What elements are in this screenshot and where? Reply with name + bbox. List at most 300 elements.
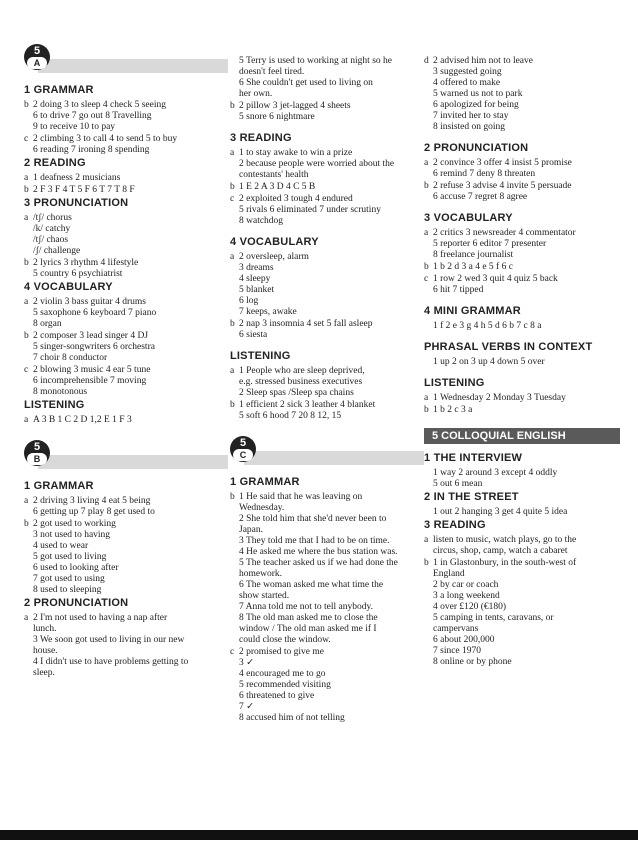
exercise-lines	[239, 194, 418, 227]
answer-line: 3 dreams	[239, 263, 274, 273]
answer-line: 2 nap 3 insomnia 4 set 5 fall asleep	[239, 319, 373, 329]
answer-line: 8 online or by phone	[433, 657, 512, 667]
exercise-letter: b	[24, 331, 29, 341]
answer-line: 3 suggested going	[433, 67, 502, 77]
exercise-lines	[433, 158, 614, 180]
answer-line: 7 Anna told me not to tell anybody.	[239, 602, 373, 612]
unit-badge-5a	[24, 42, 222, 74]
exercise-letter: a	[230, 366, 235, 376]
section	[24, 480, 222, 596]
exercise	[424, 56, 614, 133]
sections-5a-continued	[230, 132, 418, 422]
badge-number: 5	[239, 437, 247, 449]
exercise-lines	[33, 519, 222, 596]
section	[424, 452, 614, 490]
section	[230, 350, 418, 422]
exercise-letter: a	[24, 496, 29, 506]
colloquial-english-header: 5 COLLOQUIAL ENGLISH	[424, 428, 620, 444]
answer-line: /k/ catchy	[33, 224, 71, 234]
exercise	[24, 134, 222, 156]
answer-line: 7 ✓	[239, 702, 255, 712]
answer-line: 2 violin 3 bass guitar 4 drums	[33, 297, 146, 307]
answer-line: contestants' health	[239, 170, 309, 180]
section	[24, 197, 222, 280]
exercise	[424, 181, 614, 203]
unit-badge-5b	[24, 438, 222, 470]
exercise-lines	[33, 415, 222, 426]
answer-line: 3 ✓	[239, 658, 255, 668]
section-heading: 4 VOCABULARY	[230, 236, 319, 248]
answer-line: 5 blanket	[239, 285, 275, 295]
exercise	[230, 400, 418, 422]
answer-line: 6 apologized for being	[433, 100, 519, 110]
section-heading: LISTENING	[230, 350, 291, 362]
answer-line: 1 out 2 hanging 3 get 4 quite 5 idea	[433, 507, 568, 517]
badge-letter: C	[233, 449, 253, 461]
exercise-lines	[33, 613, 222, 679]
badge-letter: B	[27, 453, 47, 465]
exercise-letter: a	[24, 213, 29, 223]
answer-line: England	[433, 569, 465, 579]
answer-line: 2 doing 3 to sleep 4 check 5 seeing	[33, 100, 166, 110]
answer-line: 6 reading 7 ironing 8 spending	[33, 145, 150, 155]
exercise-letter	[424, 468, 433, 490]
answer-line: 1 Wednesday 2 Monday 3 Tuesday	[433, 393, 566, 403]
answer-line: doesn't feel tired.	[239, 67, 305, 77]
exercise-letter: a	[424, 158, 429, 168]
exercise-letter	[230, 56, 239, 100]
answer-line: 2 because people were worried about the	[239, 159, 395, 169]
answer-line: 2 refuse 3 advise 4 invite 5 persuade	[433, 181, 572, 191]
exercise	[424, 535, 614, 557]
exercise-lines	[239, 182, 418, 193]
section-heading: 4 VOCABULARY	[24, 281, 113, 293]
unit-badge-5c	[230, 434, 418, 466]
answer-line: 6 hit 7 tipped	[433, 285, 484, 295]
answer-line: 2 got used to working	[33, 519, 116, 529]
exercise-lines	[433, 558, 614, 668]
column-left	[24, 42, 222, 680]
exercise	[230, 101, 418, 123]
exercise-letter: b	[230, 492, 235, 502]
answer-line: 8 used to sleeping	[33, 585, 102, 595]
answer-line: 2 advised him not to leave	[433, 56, 533, 66]
exercise-letter: c	[424, 274, 429, 284]
answer-line: 5 out 6 mean	[433, 479, 483, 489]
exercise-letter: b	[24, 185, 29, 195]
answer-line: 6 about 200,000	[433, 635, 495, 645]
answer-line: 2 composer 3 lead singer 4 DJ	[33, 331, 149, 341]
exercise-lines	[239, 101, 418, 123]
answer-line: window / The old man asked me if I	[239, 624, 377, 634]
answer-line: 2 blowing 3 music 4 ear 5 tune	[33, 365, 151, 375]
exercise-lines	[239, 252, 418, 318]
answer-line: 1 efficient 2 sick 3 leather 4 blanket	[239, 400, 376, 410]
exercise-lines	[33, 213, 222, 257]
exercise	[424, 357, 614, 368]
exercise	[230, 194, 418, 227]
answer-line: 6 incomprehensible 7 moving	[33, 376, 147, 386]
answer-line: 4 encouraged me to go	[239, 669, 326, 679]
section-heading: 4 MINI GRAMMAR	[424, 305, 521, 317]
section	[424, 519, 614, 668]
exercise-letter: d	[424, 56, 429, 66]
exercise-letter: b	[424, 405, 429, 415]
answer-line: 1 People who are sleep deprived,	[239, 366, 365, 376]
exercise-lines	[433, 468, 614, 490]
answer-line: 6 siesta	[239, 330, 268, 340]
answer-line: 4 used to wear	[33, 541, 89, 551]
exercise-lines	[433, 535, 614, 557]
answer-line: 1 b 2 c 3 a	[433, 405, 473, 415]
sections-5b	[24, 480, 222, 679]
exercise-letter: c	[230, 647, 235, 657]
exercise-letter: b	[24, 519, 29, 529]
badge-bar	[244, 451, 424, 465]
section	[230, 132, 418, 227]
section	[24, 399, 222, 426]
section	[424, 305, 614, 332]
answer-line: 7 since 1970	[433, 646, 482, 656]
exercise-lines	[33, 297, 222, 330]
exercise	[424, 274, 614, 296]
answer-line: 2 critics 3 newsreader 4 commentator	[433, 228, 576, 238]
exercise-lines	[239, 148, 418, 181]
exercise-letter: b	[230, 319, 235, 329]
answer-line: 1 E 2 A 3 D 4 C 5 B	[239, 182, 316, 192]
exercise-letter: a	[24, 173, 29, 183]
answer-line: 8 organ	[33, 319, 62, 329]
exercise	[24, 519, 222, 596]
answer-line: 1 f 2 e 3 g 4 h 5 d 6 b 7 c 8 a	[433, 321, 542, 331]
answer-line: 1 row 2 wed 3 quit 4 quiz 5 back	[433, 274, 558, 284]
section-heading: LISTENING	[24, 399, 85, 411]
answer-line: 6 used to looking after	[33, 563, 119, 573]
answer-line: 1 b 2 d 3 a 4 e 5 f 6 c	[433, 262, 513, 272]
exercise-letter: b	[24, 100, 29, 110]
answer-line: 5 got used to living	[33, 552, 107, 562]
answer-line: Japan.	[239, 525, 264, 535]
answer-line: 2 pillow 3 jet-lagged 4 sheets	[239, 101, 351, 111]
exercise-letter: a	[24, 415, 29, 425]
section	[24, 84, 222, 156]
answer-line: 1 in Glastonbury, in the south-west of	[433, 558, 577, 568]
answer-line: 2 climbing 3 to call 4 to send 5 to buy	[33, 134, 178, 144]
exercise	[230, 492, 418, 646]
exercise-lines	[239, 56, 418, 100]
section	[424, 341, 614, 368]
answer-line: 5 recommended visiting	[239, 680, 331, 690]
badge-number: 5	[33, 441, 41, 453]
exercise	[230, 252, 418, 318]
exercise	[424, 468, 614, 490]
answer-line: /tʃ/ chorus	[33, 213, 72, 223]
answer-line: 8 watchdog	[239, 216, 284, 226]
answer-line: /tʃ/ chaos	[33, 235, 69, 245]
section-heading: 3 PRONUNCIATION	[24, 197, 129, 209]
answer-line: campervans	[433, 624, 479, 634]
exercise-letter: c	[230, 194, 235, 204]
answer-line: 6 getting up 7 play 8 get used to	[33, 507, 155, 517]
answer-line: 7 keeps, awake	[239, 307, 297, 317]
section-heading: 3 READING	[424, 519, 486, 531]
answer-line: 5 reporter 6 editor 7 presenter	[433, 239, 547, 249]
exercise-lines	[433, 274, 614, 296]
answer-line: 7 invited her to stay	[433, 111, 509, 121]
exercise	[24, 496, 222, 518]
exercise-lines	[33, 134, 222, 156]
continued-exercise	[230, 56, 418, 100]
section-heading: PHRASAL VERBS IN CONTEXT	[424, 341, 593, 353]
answer-line: 2 F 3 F 4 T 5 F 6 T 7 T 8 F	[33, 185, 135, 195]
sections-5a	[24, 84, 222, 426]
exercise-lines	[433, 56, 614, 133]
exercise-letter: a	[230, 148, 235, 158]
exercise	[424, 558, 614, 668]
answer-line: 7 choir 8 conductor	[33, 353, 108, 363]
exercise	[24, 100, 222, 133]
answer-line: homework.	[239, 569, 283, 579]
exercise	[24, 415, 222, 426]
sections-colloquial	[424, 452, 614, 668]
exercise	[24, 365, 222, 398]
exercise-lines	[33, 331, 222, 364]
exercise-letter: a	[24, 297, 29, 307]
exercise-letter: b	[230, 400, 235, 410]
exercise	[230, 366, 418, 399]
answer-line: 1 deafness 2 musicians	[33, 173, 121, 183]
answer-line: 1 up 2 on 3 up 4 down 5 over	[433, 357, 545, 367]
badge-number: 5	[33, 45, 41, 57]
exercise-letter: c	[24, 134, 29, 144]
exercise-letter: b	[424, 262, 429, 272]
exercise-letter	[424, 321, 433, 332]
exercise	[230, 182, 418, 193]
exercise-letter: a	[424, 535, 429, 545]
exercise	[230, 647, 418, 724]
exercise	[230, 319, 418, 341]
section	[230, 476, 418, 724]
exercise-lines	[33, 496, 222, 518]
column-right	[424, 56, 614, 669]
answer-line: lunch.	[33, 624, 57, 634]
answer-line: 5 singer-songwriters 6 orchestra	[33, 342, 155, 352]
exercise	[24, 331, 222, 364]
section	[424, 212, 614, 296]
exercise-letter: a	[424, 228, 429, 238]
section	[424, 377, 614, 416]
exercise	[424, 393, 614, 404]
sections-5c	[230, 476, 418, 724]
section-heading: 3 VOCABULARY	[424, 212, 513, 224]
exercise-letter: a	[230, 252, 235, 262]
exercise	[230, 148, 418, 181]
exercise-lines	[33, 258, 222, 280]
exercise-letter: b	[424, 181, 429, 191]
answer-line: sleep.	[33, 668, 55, 678]
exercise-letter: c	[24, 365, 29, 375]
badge-circle	[230, 436, 256, 462]
answer-line: 4 over £120 (€180)	[433, 602, 507, 612]
exercise-letter: b	[230, 182, 235, 192]
badge-circle	[24, 440, 50, 466]
exercise-lines	[33, 365, 222, 398]
answer-line: 4 He asked me where the bus station was.	[239, 547, 398, 557]
section	[230, 236, 418, 341]
section-heading: 3 READING	[230, 132, 292, 144]
exercise-letter: b	[424, 558, 429, 568]
exercise-lines	[433, 405, 614, 416]
exercise-lines	[33, 173, 222, 184]
answer-line: 2 lyrics 3 rhythm 4 lifestyle	[33, 258, 139, 268]
section-heading: 1 THE INTERVIEW	[424, 452, 523, 464]
answer-line: 2 by car or coach	[433, 580, 499, 590]
exercise	[24, 173, 222, 184]
answer-line: 6 The woman asked me what time the	[239, 580, 384, 590]
section-heading: LISTENING	[424, 377, 485, 389]
answer-line: 2 driving 3 living 4 eat 5 being	[33, 496, 151, 506]
answer-line: 3 not used to having	[33, 530, 111, 540]
exercise-lines	[33, 100, 222, 133]
section-heading: 1 GRAMMAR	[24, 84, 94, 96]
badge-bar	[38, 59, 228, 73]
exercise-lines	[433, 393, 614, 404]
answer-line: circus, shop, camp, watch a cabaret	[433, 546, 568, 556]
answer-line: 1 He said that he was leaving on	[239, 492, 363, 502]
exercise	[424, 321, 614, 332]
exercise	[24, 185, 222, 196]
exercise-lines	[33, 185, 222, 196]
exercise-lines	[239, 319, 418, 341]
exercise-lines	[433, 228, 614, 261]
answer-line: 2 exploited 3 tough 4 endured	[239, 194, 353, 204]
answer-line: 4 I didn't use to have problems getting to	[33, 657, 189, 667]
answer-line: 4 sleepy	[239, 274, 271, 284]
answer-line: 6 threatened to give	[239, 691, 315, 701]
answer-line: 8 insisted on going	[433, 122, 506, 132]
answer-line: Wednesday.	[239, 503, 285, 513]
section	[24, 597, 222, 679]
answer-line: 1 to stay awake to win a prize	[239, 148, 353, 158]
top-exercise	[230, 101, 418, 123]
exercise-lines	[239, 400, 418, 422]
exercise-lines	[239, 366, 418, 399]
exercise	[424, 228, 614, 261]
exercise-lines	[433, 262, 614, 273]
answer-line: house.	[33, 646, 58, 656]
exercise-lines	[433, 507, 614, 518]
answer-line: 8 The old man asked me to close the	[239, 613, 378, 623]
exercise	[24, 613, 222, 679]
footer-bar	[0, 830, 638, 840]
exercise-letter: a	[424, 393, 429, 403]
answer-line: 4 offered to make	[433, 78, 501, 88]
exercise-letter: b	[230, 101, 235, 111]
answer-line: 8 freelance journalist	[433, 250, 514, 260]
sections-5c-continued	[424, 142, 614, 416]
answer-line: listen to music, watch plays, go to the	[433, 535, 577, 545]
answer-line: 8 accused him of not telling	[239, 713, 345, 723]
answer-line: 2 promised to give me	[239, 647, 324, 657]
answer-line: 5 rivals 6 eliminated 7 under scrutiny	[239, 205, 381, 215]
answer-line: e.g. stressed business executives	[239, 377, 363, 387]
section-heading: 2 PRONUNCIATION	[424, 142, 529, 154]
answer-line: 2 She told him that she'd never been to	[239, 514, 387, 524]
section-heading: 2 IN THE STREET	[424, 491, 519, 503]
answer-line: 6 accuse 7 regret 8 agree	[433, 192, 528, 202]
exercise-lines	[239, 647, 418, 724]
section	[24, 157, 222, 196]
answer-line: 7 got used to using	[33, 574, 105, 584]
exercise	[24, 213, 222, 257]
exercise-letter	[424, 507, 433, 518]
badge-bar	[38, 455, 228, 469]
section-heading: 1 GRAMMAR	[230, 476, 300, 488]
answer-line: A 3 B 1 C 2 D 1,2 E 1 F 3	[33, 415, 132, 425]
answer-line: 6 to drive 7 go out 8 Travelling	[33, 111, 152, 121]
answer-line: 5 Terry is used to working at night so he	[239, 56, 392, 66]
section-heading: 2 PRONUNCIATION	[24, 597, 129, 609]
answer-line: could close the window.	[239, 635, 331, 645]
exercise-letter: a	[24, 613, 29, 623]
exercise	[424, 507, 614, 518]
exercise	[24, 258, 222, 280]
answer-line: 2 oversleep, alarm	[239, 252, 309, 262]
exercise	[424, 262, 614, 273]
answer-line: 3 They told me that I had to be on time.	[239, 536, 390, 546]
exercise-lines	[433, 321, 614, 332]
answer-line: 3 a long weekend	[433, 591, 500, 601]
exercise-letter: b	[24, 258, 29, 268]
answer-line: 8 monotonous	[33, 387, 88, 397]
answer-line: 1 way 2 around 3 except 4 oddly	[433, 468, 558, 478]
answer-line: 5 warned us not to park	[433, 89, 523, 99]
answer-line: 3 We soon got used to living in our new	[33, 635, 185, 645]
section-heading: 2 READING	[24, 157, 86, 169]
exercise	[424, 405, 614, 416]
exercise	[24, 297, 222, 330]
answer-line: /ʃ/ challenge	[33, 246, 81, 256]
answer-line: 6 remind 7 deny 8 threaten	[433, 169, 536, 179]
answer-line: 5 snore 6 nightmare	[239, 112, 315, 122]
top-exercise	[424, 56, 614, 133]
answer-line: 5 camping in tents, caravans, or	[433, 613, 554, 623]
section	[24, 281, 222, 398]
column-middle	[230, 56, 418, 725]
exercise-lines	[433, 181, 614, 203]
answer-line: 2 convince 3 offer 4 insist 5 promise	[433, 158, 572, 168]
answer-line: 5 saxophone 6 keyboard 7 piano	[33, 308, 157, 318]
answer-line: show started.	[239, 591, 290, 601]
exercise-lines	[239, 492, 418, 646]
section-heading: 1 GRAMMAR	[24, 480, 94, 492]
answer-line: 5 The teacher asked us if we had done the	[239, 558, 398, 568]
answer-line: 9 to receive 10 to pay	[33, 122, 116, 132]
answer-line: her own.	[239, 89, 273, 99]
answer-line: 2 Sleep spas /Sleep spa chains	[239, 388, 354, 398]
section	[424, 491, 614, 518]
exercise-lines	[433, 357, 614, 368]
badge-letter: A	[27, 57, 47, 69]
answer-line: 5 country 6 psychiatrist	[33, 269, 123, 279]
exercise-letter	[424, 357, 433, 368]
badge-circle	[24, 44, 50, 70]
exercise	[424, 158, 614, 180]
answer-line: 5 soft 6 hood 7 20 8 12, 15	[239, 411, 342, 421]
answer-line: 2 I'm not used to having a nap after	[33, 613, 168, 623]
section	[424, 142, 614, 203]
answer-line: 6 She couldn't get used to living on	[239, 78, 373, 88]
